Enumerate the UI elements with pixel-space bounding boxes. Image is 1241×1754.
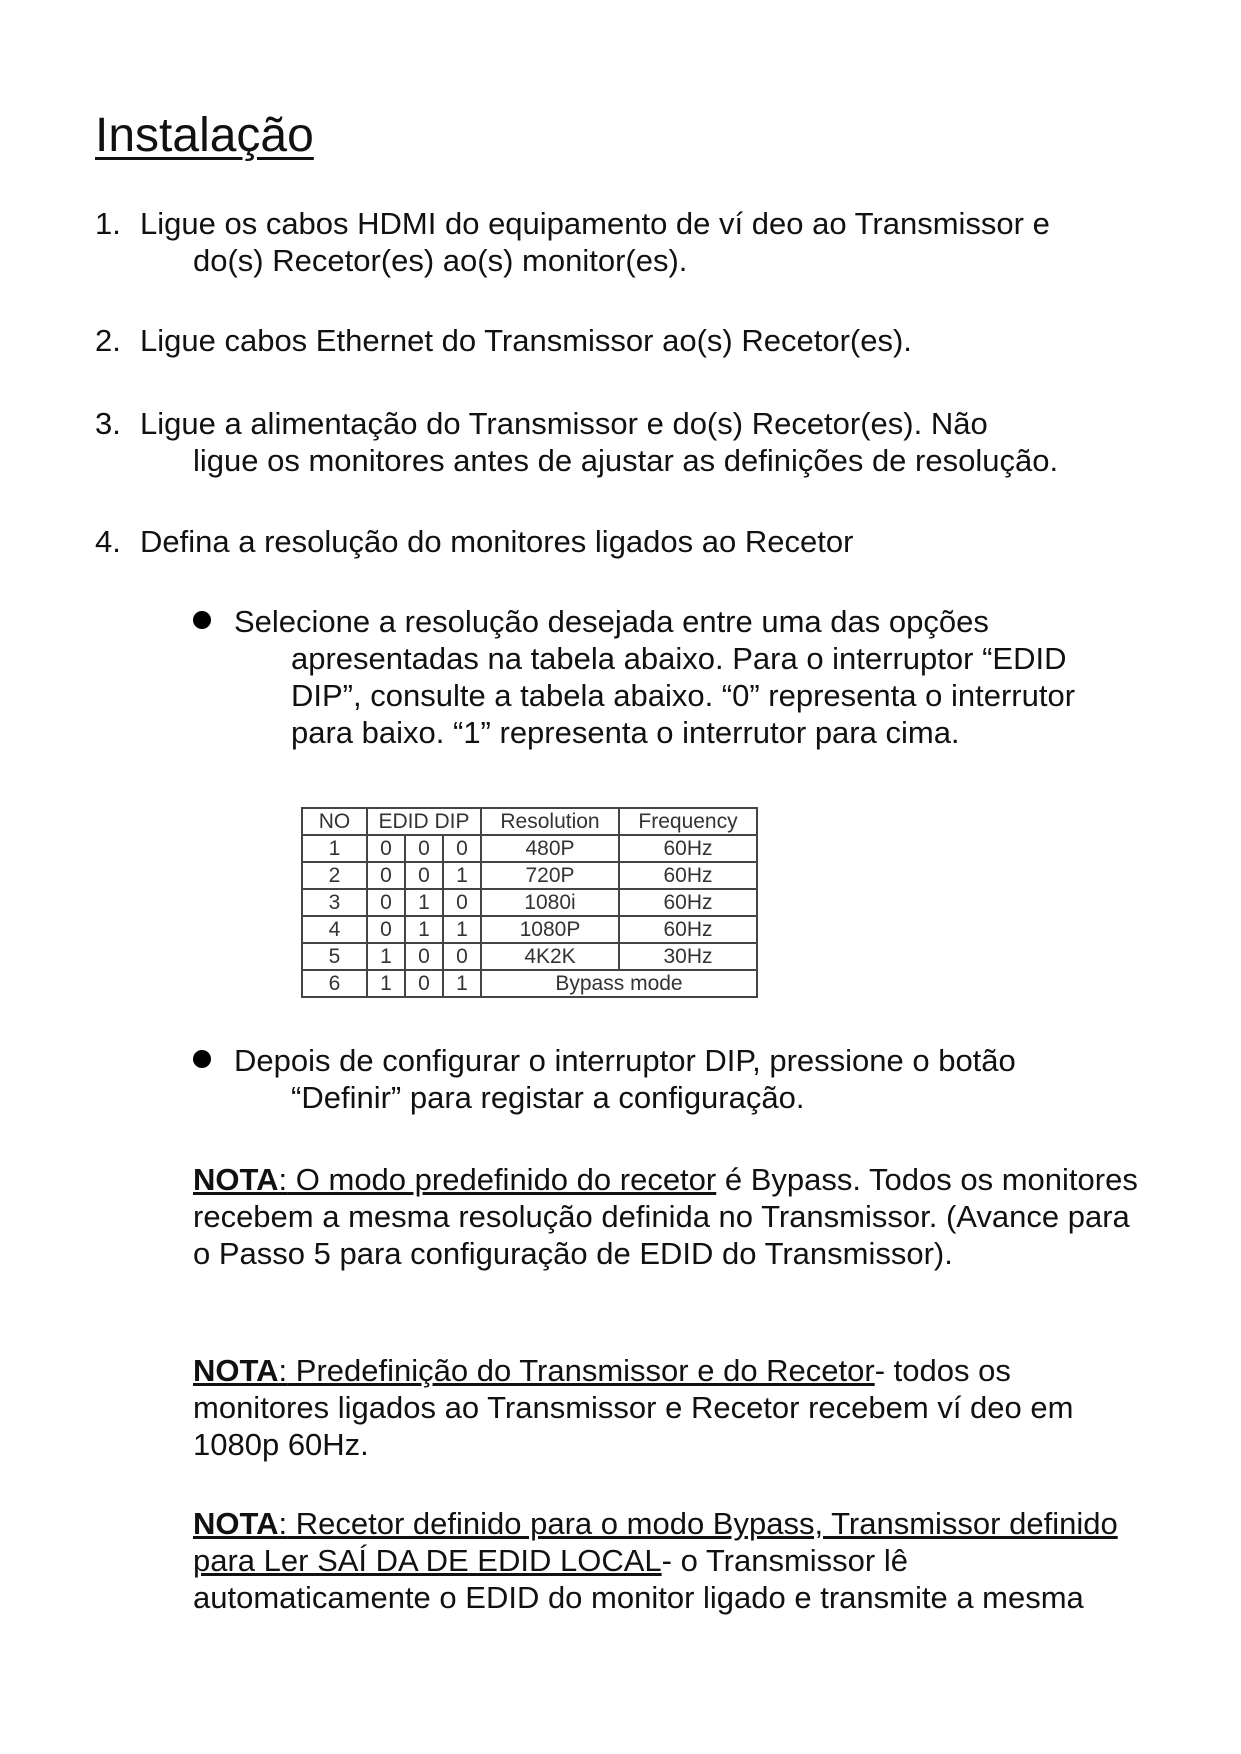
cell-frequency: 60Hz: [619, 862, 757, 889]
note-2: [193, 1352, 1153, 1463]
step-text-continued: do(s) Recetor(es) ao(s) monitor(es).: [193, 243, 688, 278]
cell-resolution: 480P: [481, 835, 619, 862]
note-text: - o Transmissor lê automaticamente o EDID do monitor ligado e transmite a mesma: [193, 1543, 1084, 1615]
note-label: NOTA: [193, 1506, 279, 1541]
cell-dip-2: 0: [405, 943, 443, 970]
table-header-row: [302, 808, 757, 835]
cell-dip-3: 1: [443, 970, 481, 997]
cell-bypass-mode: Bypass mode: [481, 970, 757, 997]
table-row: [302, 862, 757, 889]
cell-no: 3: [302, 889, 367, 916]
step-text: Ligue a alimentação do Transmissor e do(s) Recetor(es). Não: [140, 406, 988, 441]
step-text-continued: ligue os monitores antes de ajustar as definições de resolução.: [193, 443, 1059, 478]
step-number: 4.: [95, 524, 121, 559]
cell-dip-3: 0: [443, 889, 481, 916]
table-row: [302, 916, 757, 943]
header-edid-dip: EDID DIP: [367, 808, 481, 835]
cell-dip-2: 0: [405, 862, 443, 889]
note-separator: :: [278, 1353, 288, 1388]
bullet-text-continued: DIP”, consulte a tabela abaixo. “0” representa o interrutor: [291, 678, 1076, 713]
bullet-dot-icon: [193, 611, 211, 629]
cell-no: 4: [302, 916, 367, 943]
note-separator: :: [278, 1506, 288, 1541]
note-separator: :: [278, 1162, 288, 1197]
cell-dip-1: 0: [367, 916, 405, 943]
edid-dip-table: [301, 807, 758, 998]
note-underlined-text: Recetor definido para o modo Bypass, Transmissor definido para Ler SAÍ DA DE EDID LOCAL: [193, 1506, 1118, 1578]
bullet-text-continued: apresentadas na tabela abaixo. Para o interruptor “EDID: [291, 641, 1067, 676]
cell-dip-3: 0: [443, 835, 481, 862]
table-row: [302, 970, 757, 997]
cell-resolution: 1080P: [481, 916, 619, 943]
bullet-item: [193, 603, 1075, 751]
cell-dip-2: 0: [405, 970, 443, 997]
step-text: Ligue os cabos HDMI do equipamento de ví deo ao Transmissor e: [140, 206, 1050, 241]
note-underlined-text: O modo predefinido do recetor: [287, 1162, 717, 1197]
bullet-text-continued: “Definir” para registar a configuração.: [291, 1080, 805, 1115]
bullet-text: Selecione a resolução desejada entre uma das opções: [234, 604, 989, 639]
header-frequency: Frequency: [619, 808, 757, 835]
cell-resolution: 720P: [481, 862, 619, 889]
bullet-text: Depois de configurar o interruptor DIP, pressione o botão: [234, 1043, 1016, 1078]
cell-dip-1: 1: [367, 943, 405, 970]
page-title: Instalação: [95, 109, 314, 162]
note-label: NOTA: [193, 1162, 279, 1197]
step-number: 1.: [95, 206, 121, 241]
cell-frequency: 60Hz: [619, 889, 757, 916]
table-row: [302, 943, 757, 970]
cell-dip-1: 0: [367, 835, 405, 862]
step-3: [95, 405, 1058, 479]
cell-resolution: 4K2K: [481, 943, 619, 970]
cell-dip-1: 0: [367, 862, 405, 889]
step-number: 2.: [95, 323, 121, 358]
cell-no: 6: [302, 970, 367, 997]
note-text: é Bypass. Todos os monitores recebem a mesma resolução definida no Transmissor. (Avance para o Passo 5 para configuração de EDID do Transmissor).: [193, 1162, 1138, 1271]
note-text: - todos os monitores ligados ao Transmissor e Recetor recebem ví deo em 1080p 60Hz.: [193, 1353, 1074, 1462]
cell-dip-2: 1: [405, 889, 443, 916]
cell-dip-3: 1: [443, 862, 481, 889]
step-text: Ligue cabos Ethernet do Transmissor ao(s) Recetor(es).: [140, 323, 912, 358]
cell-dip-1: 0: [367, 889, 405, 916]
cell-dip-1: 1: [367, 970, 405, 997]
bullet-dot-icon: [193, 1050, 211, 1068]
cell-no: 5: [302, 943, 367, 970]
cell-dip-2: 0: [405, 835, 443, 862]
note-underlined-text: Predefinição do Transmissor e do Recetor: [287, 1353, 875, 1388]
header-resolution: Resolution: [481, 808, 619, 835]
table-row: [302, 835, 757, 862]
cell-dip-3: 1: [443, 916, 481, 943]
cell-frequency: 60Hz: [619, 835, 757, 862]
note-3: [193, 1505, 1153, 1616]
cell-dip-3: 0: [443, 943, 481, 970]
cell-frequency: 30Hz: [619, 943, 757, 970]
bullet-item: [193, 1042, 1016, 1116]
note-label: NOTA: [193, 1353, 279, 1388]
step-1: [95, 205, 1050, 279]
header-no: NO: [302, 808, 367, 835]
cell-resolution: 1080i: [481, 889, 619, 916]
cell-no: 2: [302, 862, 367, 889]
step-4: [95, 523, 853, 560]
note-1: [193, 1161, 1153, 1272]
cell-dip-2: 1: [405, 916, 443, 943]
bullet-text-continued: para baixo. “1” representa o interrutor para cima.: [291, 715, 960, 750]
step-number: 3.: [95, 406, 121, 441]
table-row: [302, 889, 757, 916]
cell-no: 1: [302, 835, 367, 862]
cell-frequency: 60Hz: [619, 916, 757, 943]
step-text: Defina a resolução do monitores ligados ao Recetor: [140, 524, 854, 559]
step-2: [95, 322, 912, 359]
